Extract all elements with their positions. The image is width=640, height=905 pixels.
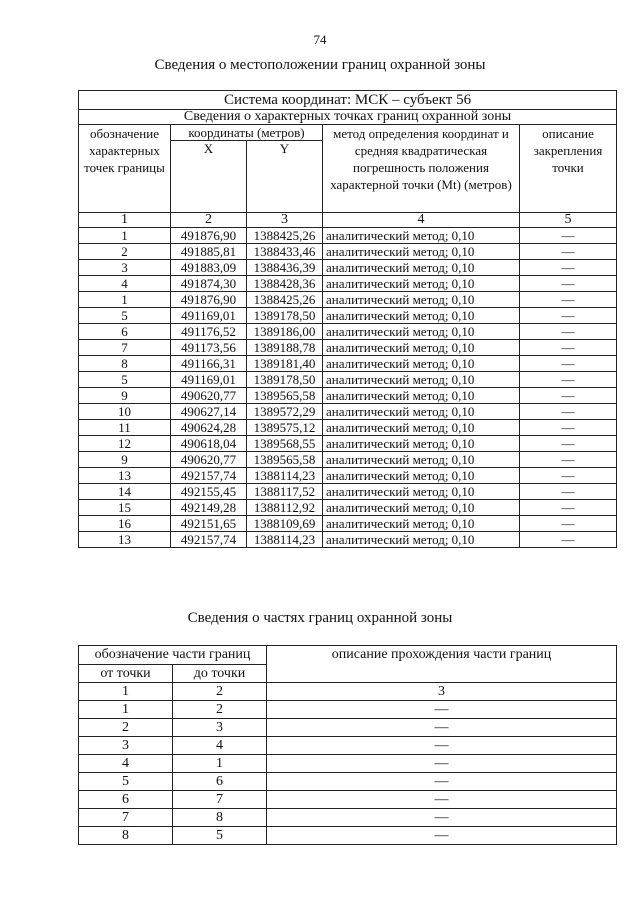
table-row xyxy=(79,356,617,372)
x-coordinate-cell: 492155,45 xyxy=(171,484,247,500)
table-row xyxy=(79,737,617,755)
table-row xyxy=(79,452,617,468)
table-row xyxy=(79,260,617,276)
part-description-cell: — xyxy=(267,755,617,773)
method-cell: аналитический метод; 0,10 xyxy=(323,356,520,372)
x-coordinate-cell: 492157,74 xyxy=(171,468,247,484)
header-part-description: описание прохождения части границ xyxy=(267,646,617,683)
point-id-cell: 13 xyxy=(79,532,171,548)
fixing-description-cell: — xyxy=(520,260,617,276)
point-id-cell: 13 xyxy=(79,468,171,484)
table-row xyxy=(79,436,617,452)
method-cell: аналитический метод; 0,10 xyxy=(323,292,520,308)
point-id-cell: 14 xyxy=(79,484,171,500)
method-cell: аналитический метод; 0,10 xyxy=(323,404,520,420)
fixing-description-cell: — xyxy=(520,372,617,388)
to-point-cell: 8 xyxy=(173,809,267,827)
x-coordinate-cell: 490624,28 xyxy=(171,420,247,436)
x-coordinate-cell: 491876,90 xyxy=(171,292,247,308)
x-coordinate-cell: 492157,74 xyxy=(171,532,247,548)
y-coordinate-cell: 1388114,23 xyxy=(247,468,323,484)
fixing-description-cell: — xyxy=(520,324,617,340)
column-number: 3 xyxy=(267,683,617,701)
to-point-cell: 6 xyxy=(173,773,267,791)
x-coordinate-cell: 491176,52 xyxy=(171,324,247,340)
x-coordinate-cell: 491885,81 xyxy=(171,244,247,260)
header-x: X xyxy=(171,141,247,213)
fixing-description-cell: — xyxy=(520,532,617,548)
header-method: метод определения координат и средняя квадратическая погрешность положения характерной точки (Mt) (метров) xyxy=(323,125,520,213)
header-coordinates: координаты (метров) xyxy=(171,125,323,141)
y-coordinate-cell: 1388114,23 xyxy=(247,532,323,548)
header-from-point: от точки xyxy=(79,665,173,683)
method-cell: аналитический метод; 0,10 xyxy=(323,452,520,468)
part-description-cell: — xyxy=(267,737,617,755)
x-coordinate-cell: 491169,01 xyxy=(171,308,247,324)
table-row xyxy=(79,292,617,308)
x-coordinate-cell: 490620,77 xyxy=(171,452,247,468)
column-number: 4 xyxy=(323,213,520,228)
x-coordinate-cell: 491169,01 xyxy=(171,372,247,388)
to-point-cell: 7 xyxy=(173,791,267,809)
point-id-cell: 2 xyxy=(79,244,171,260)
point-id-cell: 3 xyxy=(79,260,171,276)
table-row xyxy=(79,532,617,548)
x-coordinate-cell: 491166,31 xyxy=(171,356,247,372)
point-id-cell: 8 xyxy=(79,356,171,372)
y-coordinate-cell: 1388425,26 xyxy=(247,292,323,308)
boundary-parts-table xyxy=(78,645,617,845)
method-cell: аналитический метод; 0,10 xyxy=(323,308,520,324)
method-cell: аналитический метод; 0,10 xyxy=(323,420,520,436)
x-coordinate-cell: 492151,65 xyxy=(171,516,247,532)
table-row xyxy=(79,791,617,809)
method-cell: аналитический метод; 0,10 xyxy=(323,324,520,340)
from-point-cell: 4 xyxy=(79,755,173,773)
zone-points-title: Сведения о характерных точках границ охранной зоны xyxy=(79,110,617,125)
y-coordinate-cell: 1388109,69 xyxy=(247,516,323,532)
fixing-description-cell: — xyxy=(520,420,617,436)
y-coordinate-cell: 1388433,46 xyxy=(247,244,323,260)
table-row xyxy=(79,755,617,773)
fixing-description-cell: — xyxy=(520,340,617,356)
table-row xyxy=(79,244,617,260)
column-number: 5 xyxy=(520,213,617,228)
y-coordinate-cell: 1388117,52 xyxy=(247,484,323,500)
header-y: Y xyxy=(247,141,323,213)
fixing-description-cell: — xyxy=(520,276,617,292)
point-id-cell: 9 xyxy=(79,452,171,468)
to-point-cell: 5 xyxy=(173,827,267,845)
y-coordinate-cell: 1389178,50 xyxy=(247,308,323,324)
fixing-description-cell: — xyxy=(520,404,617,420)
from-point-cell: 5 xyxy=(79,773,173,791)
from-point-cell: 7 xyxy=(79,809,173,827)
y-coordinate-cell: 1389575,12 xyxy=(247,420,323,436)
fixing-description-cell: — xyxy=(520,516,617,532)
method-cell: аналитический метод; 0,10 xyxy=(323,244,520,260)
table-row xyxy=(79,308,617,324)
point-id-cell: 1 xyxy=(79,228,171,244)
x-coordinate-cell: 491883,09 xyxy=(171,260,247,276)
method-cell: аналитический метод; 0,10 xyxy=(323,276,520,292)
method-cell: аналитический метод; 0,10 xyxy=(323,484,520,500)
fixing-description-cell: — xyxy=(520,452,617,468)
part-description-cell: — xyxy=(267,701,617,719)
y-coordinate-cell: 1389188,78 xyxy=(247,340,323,356)
to-point-cell: 1 xyxy=(173,755,267,773)
x-coordinate-cell: 492149,28 xyxy=(171,500,247,516)
to-point-cell: 2 xyxy=(173,701,267,719)
y-coordinate-cell: 1389565,58 xyxy=(247,452,323,468)
method-cell: аналитический метод; 0,10 xyxy=(323,532,520,548)
table-row xyxy=(79,372,617,388)
column-number: 1 xyxy=(79,213,171,228)
to-point-cell: 3 xyxy=(173,719,267,737)
column-number: 1 xyxy=(79,683,173,701)
point-id-cell: 1 xyxy=(79,292,171,308)
from-point-cell: 3 xyxy=(79,737,173,755)
point-id-cell: 5 xyxy=(79,372,171,388)
table-row xyxy=(79,809,617,827)
column-number: 3 xyxy=(247,213,323,228)
method-cell: аналитический метод; 0,10 xyxy=(323,436,520,452)
from-point-cell: 8 xyxy=(79,827,173,845)
table-row xyxy=(79,484,617,500)
method-cell: аналитический метод; 0,10 xyxy=(323,468,520,484)
coordinate-system-label: Система координат: МСК – субъект 56 xyxy=(79,91,617,110)
header-part-designation: обозначение части границ xyxy=(79,646,267,665)
fixing-description-cell: — xyxy=(520,292,617,308)
table-row xyxy=(79,719,617,737)
column-numbers-row xyxy=(79,683,617,701)
point-id-cell: 12 xyxy=(79,436,171,452)
fixing-description-cell: — xyxy=(520,228,617,244)
table-row xyxy=(79,516,617,532)
point-id-cell: 9 xyxy=(79,388,171,404)
x-coordinate-cell: 491876,90 xyxy=(171,228,247,244)
point-id-cell: 6 xyxy=(79,324,171,340)
table-row xyxy=(79,500,617,516)
method-cell: аналитический метод; 0,10 xyxy=(323,516,520,532)
parts-section-title: Сведения о частях границ охранной зоны xyxy=(187,610,453,626)
part-description-cell: — xyxy=(267,791,617,809)
from-point-cell: 2 xyxy=(79,719,173,737)
table-row xyxy=(79,701,617,719)
column-numbers-row xyxy=(79,213,617,228)
to-point-cell: 4 xyxy=(173,737,267,755)
part-description-cell: — xyxy=(267,773,617,791)
x-coordinate-cell: 490620,77 xyxy=(171,388,247,404)
table-row xyxy=(79,388,617,404)
header-designation: обозначение характерных точек границы xyxy=(79,125,171,213)
method-cell: аналитический метод; 0,10 xyxy=(323,340,520,356)
method-cell: аналитический метод; 0,10 xyxy=(323,372,520,388)
table-row xyxy=(79,276,617,292)
fixing-description-cell: — xyxy=(520,484,617,500)
table-row xyxy=(79,468,617,484)
column-number: 2 xyxy=(171,213,247,228)
fixing-description-cell: — xyxy=(520,244,617,260)
fixing-description-cell: — xyxy=(520,388,617,404)
part-description-cell: — xyxy=(267,719,617,737)
table-row xyxy=(79,827,617,845)
part-description-cell: — xyxy=(267,827,617,845)
fixing-description-cell: — xyxy=(520,356,617,372)
x-coordinate-cell: 490627,14 xyxy=(171,404,247,420)
document-title: Сведения о местоположении границ охранной зоны xyxy=(154,57,486,73)
table-row xyxy=(79,228,617,244)
fixing-description-cell: — xyxy=(520,500,617,516)
y-coordinate-cell: 1388428,36 xyxy=(247,276,323,292)
x-coordinate-cell: 491874,30 xyxy=(171,276,247,292)
table-row xyxy=(79,324,617,340)
y-coordinate-cell: 1389572,29 xyxy=(247,404,323,420)
table-row xyxy=(79,773,617,791)
part-description-cell: — xyxy=(267,809,617,827)
method-cell: аналитический метод; 0,10 xyxy=(323,500,520,516)
y-coordinate-cell: 1389568,55 xyxy=(247,436,323,452)
method-cell: аналитический метод; 0,10 xyxy=(323,228,520,244)
y-coordinate-cell: 1389178,50 xyxy=(247,372,323,388)
point-id-cell: 16 xyxy=(79,516,171,532)
y-coordinate-cell: 1389181,40 xyxy=(247,356,323,372)
header-to-point: до точки xyxy=(173,665,267,683)
table-row xyxy=(79,420,617,436)
fixing-description-cell: — xyxy=(520,468,617,484)
from-point-cell: 1 xyxy=(79,701,173,719)
y-coordinate-cell: 1388112,92 xyxy=(247,500,323,516)
x-coordinate-cell: 491173,56 xyxy=(171,340,247,356)
point-id-cell: 15 xyxy=(79,500,171,516)
column-number: 2 xyxy=(173,683,267,701)
y-coordinate-cell: 1389565,58 xyxy=(247,388,323,404)
method-cell: аналитический метод; 0,10 xyxy=(323,388,520,404)
x-coordinate-cell: 490618,04 xyxy=(171,436,247,452)
y-coordinate-cell: 1389186,00 xyxy=(247,324,323,340)
point-id-cell: 11 xyxy=(79,420,171,436)
boundary-points-table xyxy=(78,90,617,548)
method-cell: аналитический метод; 0,10 xyxy=(323,260,520,276)
y-coordinate-cell: 1388425,26 xyxy=(247,228,323,244)
point-id-cell: 7 xyxy=(79,340,171,356)
fixing-description-cell: — xyxy=(520,308,617,324)
fixing-description-cell: — xyxy=(520,436,617,452)
table-row xyxy=(79,404,617,420)
point-id-cell: 10 xyxy=(79,404,171,420)
y-coordinate-cell: 1388436,39 xyxy=(247,260,323,276)
table-row xyxy=(79,340,617,356)
from-point-cell: 6 xyxy=(79,791,173,809)
point-id-cell: 4 xyxy=(79,276,171,292)
point-id-cell: 5 xyxy=(79,308,171,324)
header-description: описание закрепления точки xyxy=(520,125,617,213)
page-number: 74 xyxy=(313,32,327,47)
